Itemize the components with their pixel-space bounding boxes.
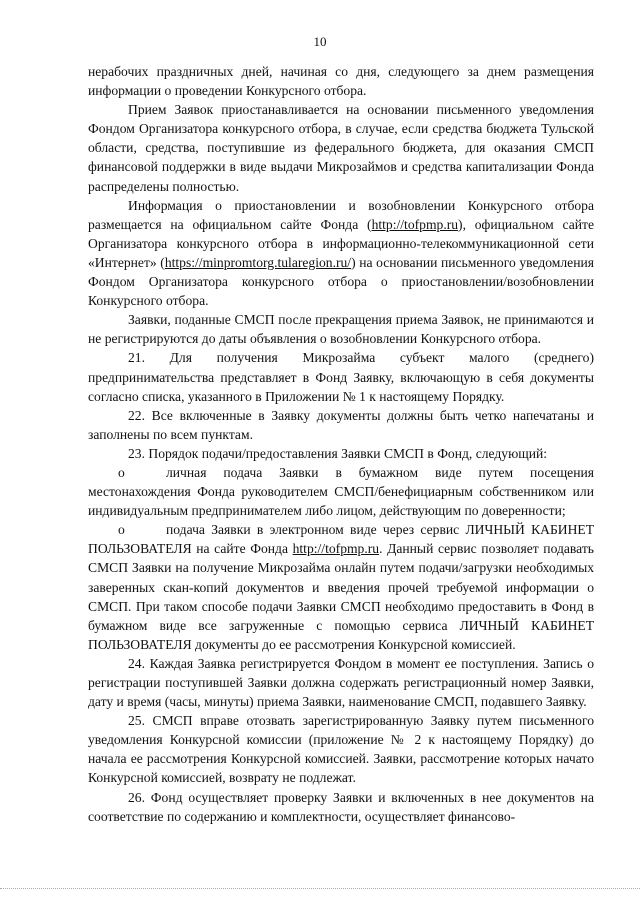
page-number: 10 [313,34,327,49]
clause-25: 25. СМСП вправе отозвать зарегистрированную Заявку путем письменного уведомления Конкурсной комиссии (приложение № 2 к настоящему Порядку) до начала ее рассмотрения Конкурсной комиссией. Заявки, рассмотрение которых начато Конкурсной комиссией, возврату не подлежат. [88,713,594,786]
fund-site-link[interactable]: http://tofpmp.ru [292,541,380,557]
clause-23: 23. Порядок подачи/предоставления Заявки СМСП в Фонд, следующий: [128,445,548,461]
paragraph-info-publication [88,196,594,311]
text-segment: Информация о приостановлении и возобновлении Конкурсного отбора размещается на официальном сайте Фонда ( [88,197,594,232]
scan-artifact-line [0,888,640,890]
text-segment: личная подача Заявки в бумажном виде путем посещения местонахождения Фонда руководителем СМСП/бенефициарным собственником или индивидуальным предпринимателем либо лицом, действующим по доверенности; [88,464,594,519]
clause-22: 22. Все включенные в Заявку документы должны быть четко напечатаны и заполнены по всем пунктам. [88,407,594,442]
clause-26: 26. Фонд осуществляет проверку Заявки и включенных в нее документов на соответствие по содержанию и комплектности, осуществляет финансово- [88,789,594,824]
paragraph-late-applications: Заявки, поданные СМСП после прекращения приема Заявок, не принимаются и не регистрируются до даты объявления о возобновлении Конкурсного отбора. [88,312,594,347]
paragraph-suspension: Прием Заявок приостанавливается на основании письменного уведомления Фондом Организатора конкурсного отбора, в случае, если средства бюджета Тульской области, средства, поступившие из федерального бюджета, для оказания СМСП финансовой поддержки в виде выдачи Микрозаймов и средства капитализации Фонда распределены полностью. [88,102,594,194]
bullet-marker: o [118,522,125,538]
minpromtorg-link[interactable]: https://minpromtorg.tularegion.ru/ [164,254,352,270]
text-segment: ) на основании письменного уведомления Фондом Организатора конкурсного отбора о приостановлении/возобновлении Конкурсного отбора. [88,254,595,309]
text-segment: подача Заявки в электронном виде через сервис ЛИЧНЫЙ КАБИНЕТ ПОЛЬЗОВАТЕЛЯ на сайте Фонда [88,522,594,557]
paragraph-continuation: нерабочих праздничных дней, начиная со дня, следующего за днем размещения информации о проведении Конкурсного отбора. [88,64,594,99]
bullet-marker: o [118,464,125,480]
fund-site-link[interactable]: http://tofpmp.ru [371,216,459,232]
list-item-paper-submission [88,463,594,520]
text-segment: . Данный сервис позволяет подавать СМСП Заявки на получение Микрозайма онлайн путем подачи/загрузки необходимых заверенных скан-копий документов и введения прочей требуемой информации о СМСП. При таком способе подачи Заявки СМСП необходимо предоставить в Фонд в бумажном виде все загруженные с помощью сервиса ЛИЧНЫЙ КАБИНЕТ ПОЛЬЗОВАТЕЛЯ документы до ее рассмотрения Конкурсной комиссией. [88,541,594,652]
text-segment: ), официальном сайте Организатора конкурсного отбора в информационно-телекоммуникационной сети «Интернет» ( [88,216,595,270]
document-body [88,62,594,826]
clause-21: 21. Для получения Микрозайма субъект малого (среднего) предпринимательства представляет в Фонд Заявку, включающую в себя документы согласно списка, указанного в Приложении № 1 к настоящему Порядку. [88,350,594,404]
clause-24: 24. Каждая Заявка регистрируется Фондом в момент ее поступления. Запись о регистрации поступившей Заявки должна содержать регистрационный номер Заявки, дату и время (часы, минуты) приема Заявки, наименование СМСП, подавшего Заявку. [88,655,594,710]
list-item-electronic-submission [88,520,594,654]
